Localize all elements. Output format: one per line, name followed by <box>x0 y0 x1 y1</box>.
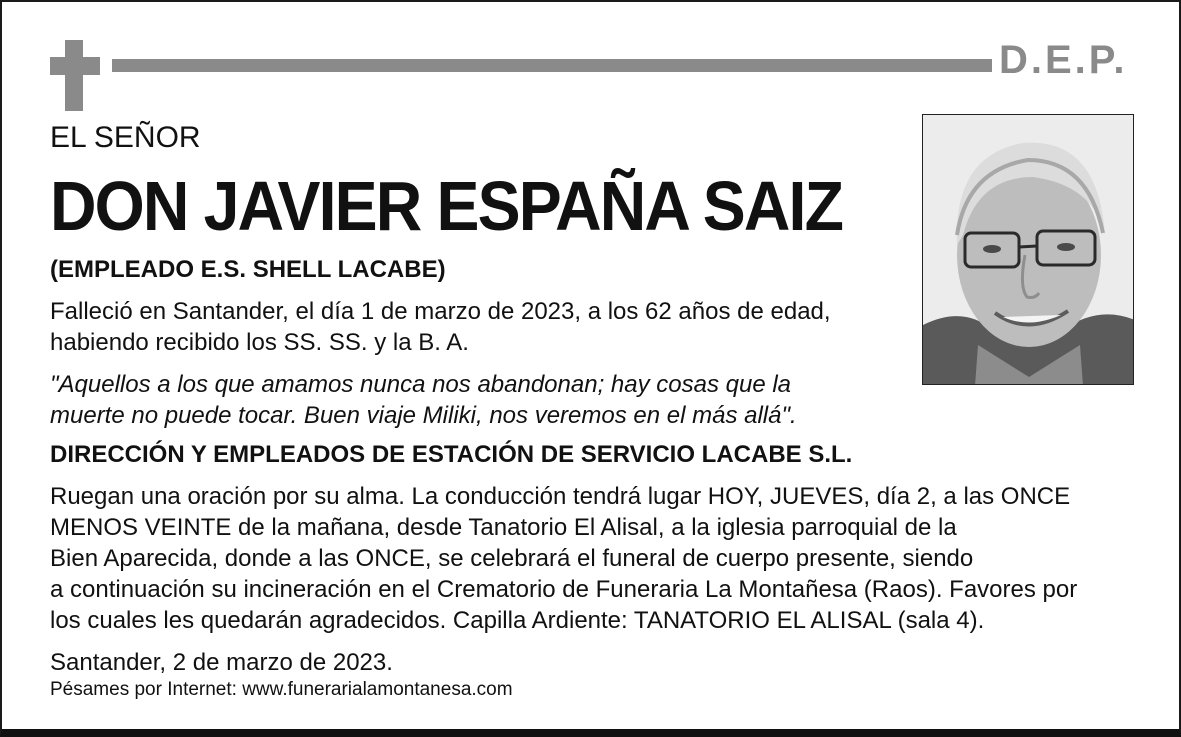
family-line: DIRECCIÓN Y EMPLEADOS DE ESTACIÓN DE SERVICIO LACABE S.L. <box>50 441 853 468</box>
cross-icon <box>65 40 83 111</box>
service-line: los cuales les quedarán agradecidos. Capilla Ardiente: TANATORIO EL ALISAL (sala 4). <box>50 607 985 634</box>
service-line: a continuación su incineración en el Crematorio de Funeraria La Montañesa (Raos). Favores por <box>50 576 1078 603</box>
occupation: (EMPLEADO E.S. SHELL LACABE) <box>50 256 446 283</box>
portrait-photo <box>922 114 1134 385</box>
service-line: MENOS VEINTE de la mañana, desde Tanatorio El Alisal, a la iglesia parroquial de la <box>50 514 957 541</box>
death-line: habiendo recibido los SS. SS. y la B. A. <box>50 329 469 356</box>
service-line: Ruegan una oración por su alma. La conducción tendrá lugar HOY, JUEVES, día 2, a las ONCE <box>50 483 1071 510</box>
internet-condolences: Pésames por Internet: www.funerarialamontanesa.com <box>50 679 513 700</box>
title-prefix: EL SEÑOR <box>50 121 201 154</box>
quote-line: "Aquellos a los que amamos nunca nos abandonan; hay cosas que la <box>50 371 792 398</box>
service-line: Bien Aparecida, donde a las ONCE, se celebrará el funeral de cuerpo presente, siendo <box>50 545 974 572</box>
header-rule <box>112 59 992 72</box>
portrait-illustration <box>923 115 1134 385</box>
dep-label: D.E.P. <box>999 38 1128 82</box>
death-line: Falleció en Santander, el día 1 de marzo de 2023, a los 62 años de edad, <box>50 298 831 325</box>
cross-icon-bar <box>50 57 100 75</box>
place-date: Santander, 2 de marzo de 2023. <box>50 649 393 676</box>
quote-line: muerte no puede tocar. Buen viaje Miliki, nos veremos en el más allá". <box>50 402 797 429</box>
deceased-name: DON JAVIER ESPAÑA SAIZ <box>50 167 843 245</box>
